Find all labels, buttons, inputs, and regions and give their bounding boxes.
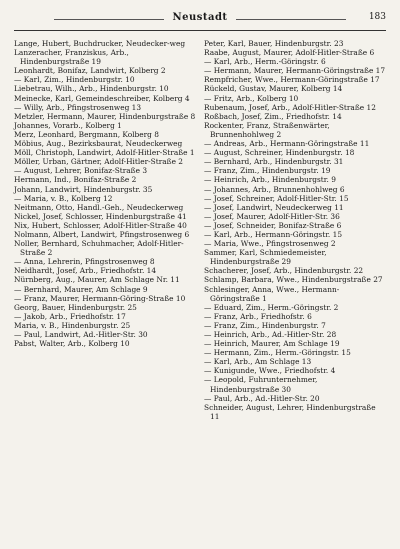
directory-entry: — August, Schreiner, Hindenburgstr. 18 [204, 148, 355, 158]
directory-entry: Lange, Hubert, Buchdrucker, Neudecker-weg [14, 39, 186, 48]
directory-entry: Rempfricher, Wwe., Hermann-Göringstraße 17 [204, 75, 380, 85]
directory-entry: Möbius, Aug., Bezirksbaurat, Neudeckerweg [14, 139, 183, 149]
directory-entry: — Franz, Zim., Hindenburgstr. 19 [204, 166, 331, 176]
directory-entry: — Hermann, Zim., Herm.-Göringstr. 15 [204, 348, 351, 358]
directory-entry: — Maria, v. B., Kolberg 12 [14, 193, 113, 203]
directory-entry: Nolmann, Albert, Landwirt, Pfingstrosenweg 6 [14, 229, 190, 239]
directory-entry: — Eduard, Zim., Herm.-Göringstr. 2 [204, 302, 339, 312]
directory-entry: Rubenaum, Josef, Arb., Adolf-Hitler-Straße 12 [204, 102, 376, 112]
directory-entry: — Bernhard, Arb., Hindenburgstr. 31 [204, 157, 344, 167]
directory-entry: Merz, Leonhard, Bergmann, Kolberg 8 [14, 129, 159, 139]
left-column [14, 39, 196, 421]
directory-entry: Sammer, Karl, Schmiedemeister, Hindenburgstraße 29 [204, 248, 327, 267]
page-header [14, 12, 386, 31]
directory-entry: — Franz, Maurer, Hermann-Göring-Straße 10 [14, 293, 186, 303]
directory-entry: Meinecke, Karl, Gemeindeschreiber, Kolberg 4 [14, 93, 190, 103]
directory-entry: — Franz, Zim., Hindenburgstr. 7 [204, 320, 326, 330]
directory-entry: Schacherer, Josef, Arb., Hindenburgstr. 22 [204, 266, 364, 276]
directory-entry: Neidhardt, Josef, Arb., Friedhofstr. 14 [14, 266, 157, 276]
directory-entry: Raabe, August, Maurer, Adolf-Hitler-Straße 6 [204, 48, 375, 58]
directory-entry: — Karl, Zim., Hindenburgstr. 10 [14, 75, 135, 85]
directory-entry: — Anna, Lehrerin, Pfingstrosenweg 8 [14, 257, 155, 267]
directory-entry: Maria, v. B., Hindenburgstr. 25 [14, 320, 131, 330]
directory-entry: — Josef, Schneider, Bonifaz-Straße 6 [204, 220, 342, 230]
directory-entry: Metzler, Hermann, Maurer, Hindenburgstraße 8 [14, 111, 196, 121]
directory-entry: Nürnberg, Aug., Maurer, Am Schlage Nr. 11 [14, 275, 180, 285]
directory-entry: Schneider, August, Lehrer, Hindenburgstraße 11 [204, 402, 376, 421]
directory-entry: — Karl, Arb., Hermann-Göringstr. 15 [204, 229, 343, 239]
directory-entry: Leonhardt, Bonifaz, Landwirt, Kolberg 2 [14, 66, 166, 76]
directory-entry: — Jakob, Arb., Friedhofstr. 17 [14, 311, 126, 321]
directory-entry: — Heinrich, Arb., Ad.-Hitler-Str. 28 [204, 330, 337, 339]
directory-entry: — Maria, Wwe., Pfingstrosenweg 2 [204, 239, 336, 249]
directory-entry: Johann, Landwirt, Hindenburgstr. 35 [14, 184, 153, 194]
directory-entry: — Johannes, Arb., Brunnenhohlweg 6 [204, 184, 345, 194]
directory-entry: Rockenter, Franz, Straßenwärter, Brunnenhohlweg 2 [204, 120, 330, 139]
directory-entry: — Kunigunde, Wwe., Friedhofstr. 4 [204, 366, 336, 376]
directory-entry: Rückeld, Gustav, Maurer, Kolberg 14 [204, 84, 343, 94]
directory-entry: — August, Lehrer, Bonifaz-Straße 3 [14, 166, 148, 176]
directory-entry: Neitmann, Otto, Handl.-Geh., Neudeckerweg [14, 202, 184, 212]
directory-entry: Georg, Bauer, Hindenburgstr. 25 [14, 302, 137, 312]
directory-entry: Möll, Christoph, Landwirt, Adolf-Hitler-Straße 1 [14, 148, 195, 158]
directory-entry: Johannes, Vorarb., Kolberg 1 [14, 120, 122, 130]
directory-entry: Hermann, Ind., Bonifaz-Straße 2 [14, 175, 137, 185]
directory-entry: — Hermann, Maurer, Hermann-Göringstraße 17 [204, 66, 386, 76]
directory-entry: Lanzeracher, Franziskus, Arb., Hindenburgstraße 19 [14, 48, 129, 67]
directory-entry: — Leopold, Fuhrunternehmer, Hindenburgstraße 30 [204, 375, 318, 394]
directory-entry: Liebetrau, Wilh., Arb., Hindenburgstr. 10 [14, 84, 169, 94]
directory-entry: — Karl, Arb., Am Schlage 13 [204, 357, 312, 367]
directory-entry: — Josef, Maurer, Adolf-Hitler-Str. 36 [204, 211, 340, 221]
directory-entry: Peter, Karl, Bauer, Hindenburgstr. 23 [204, 39, 344, 48]
directory-entry: — Josef, Schreiner, Adolf-Hitler-Str. 15 [204, 193, 349, 203]
directory-entry: — Josef, Landwirt, Neudeckerweg 11 [204, 202, 344, 212]
page-title: Neustadt [172, 12, 228, 23]
directory-entry: Schlamp, Barbara, Wwe., Hindenburgstraße 27 [204, 275, 383, 285]
right-column [204, 39, 386, 421]
directory-entry: — Bernhard, Maurer, Am Schlage 9 [14, 284, 148, 294]
entry-columns [14, 39, 386, 421]
directory-entry: Nickel, Josef, Schlosser, Hindenburgstraße 41 [14, 211, 187, 221]
directory-entry: Noller, Bernhard, Schuhmacher, Adolf-Hitler-Straße 2 [14, 239, 184, 258]
directory-entry: — Heinrich, Maurer, Am Schlage 19 [204, 339, 340, 349]
directory-entry: — Paul, Arb., Ad.-Hitler-Str. 20 [204, 393, 320, 403]
directory-entry: Roßbach, Josef, Zim., Friedhofstr. 14 [204, 111, 342, 121]
directory-entry: — Andreas, Arb., Hermann-Göringstraße 11 [204, 139, 370, 149]
page-number: 183 [368, 12, 386, 22]
directory-entry: — Karl, Arb., Herm.-Göringstr. 6 [204, 57, 326, 67]
directory-entry: — Franz, Arb., Friedhofstr. 6 [204, 311, 312, 321]
directory-entry: Möller, Urban, Gärtner, Adolf-Hitler-Straße 2 [14, 157, 183, 167]
directory-entry: Nix, Hubert, Schlosser, Adolf-Hitler-Straße 40 [14, 220, 187, 230]
directory-entry: — Willy, Arb., Pfingstrosenweg 13 [14, 102, 142, 112]
directory-entry: Pabst, Walter, Arb., Kolberg 10 [14, 339, 130, 349]
directory-entry: — Heinrich, Arb., Hindenburgstr. 9 [204, 175, 336, 185]
directory-entry: — Fritz, Arb., Kolberg 10 [204, 93, 299, 103]
directory-entry: — Paul, Landwirt, Ad.-Hitler-Str. 30 [14, 330, 148, 339]
directory-entry: Schlesinger, Anna, Wwe., Hermann-Göringstraße 1 [204, 284, 340, 303]
